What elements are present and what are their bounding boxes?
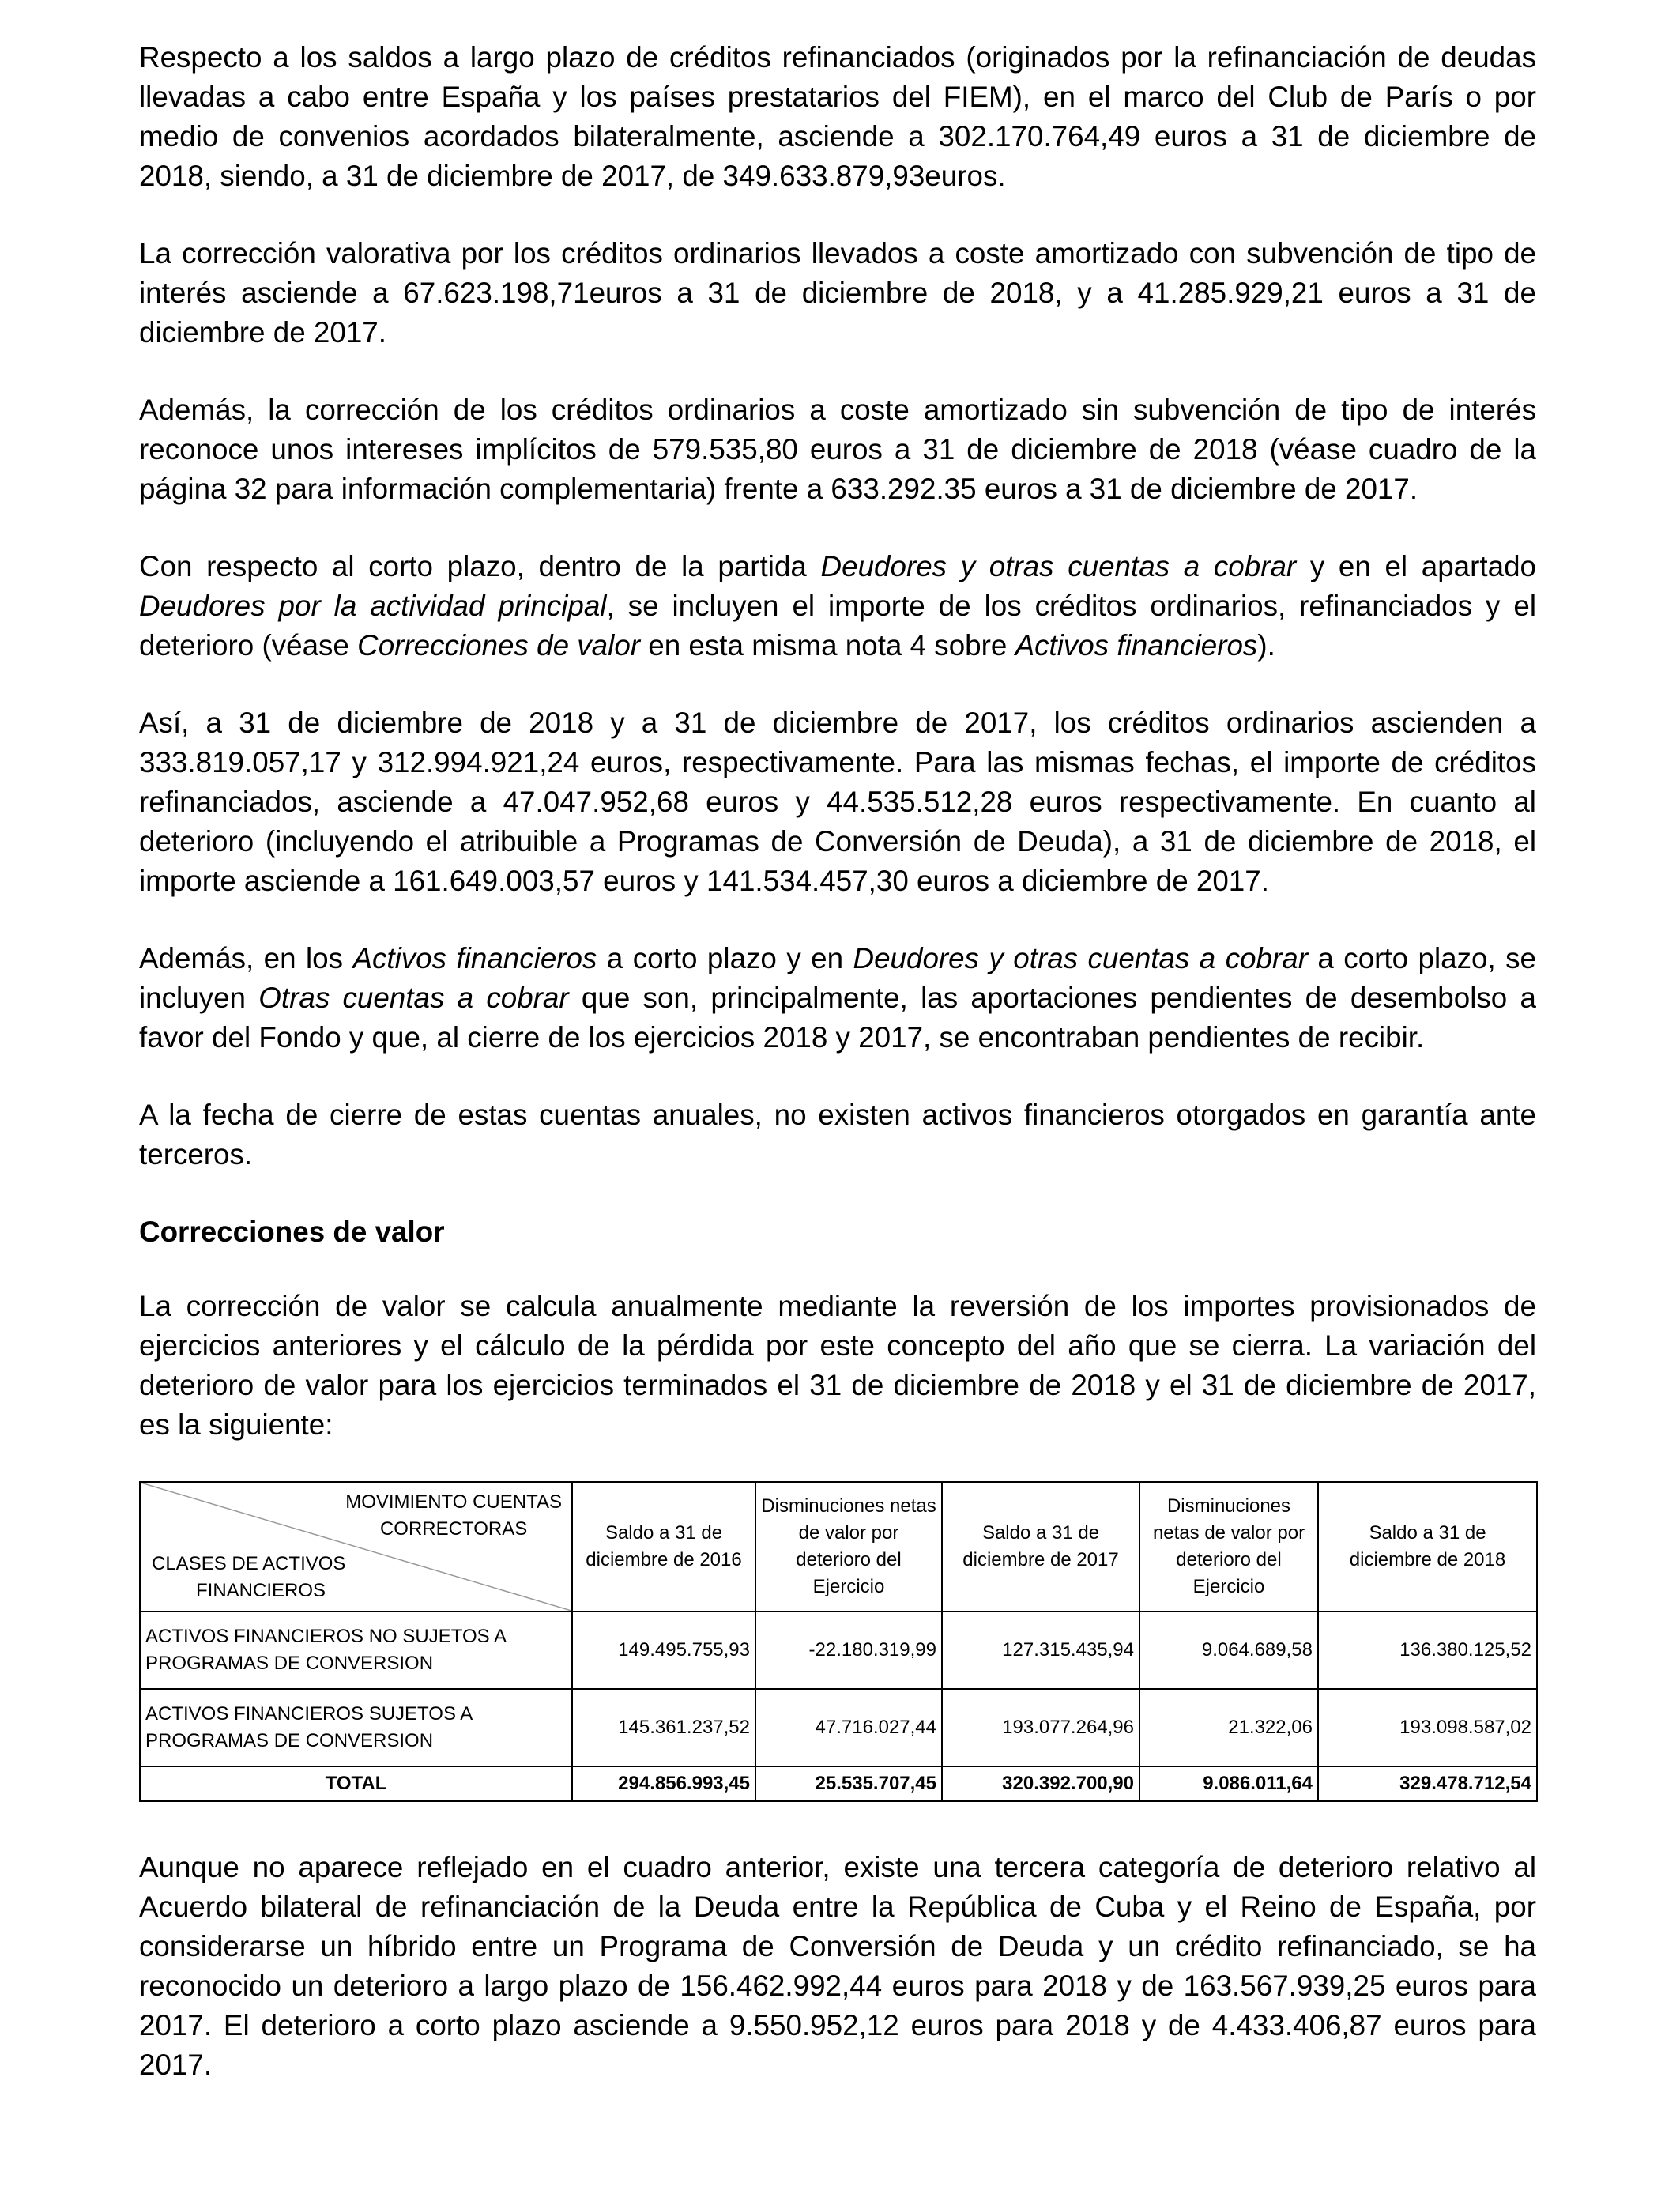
table-cell: 47.716.027,44 [755,1689,942,1766]
paragraph-text: que son, principalmente, las aportaciones pendientes de desembolso a favor del Fondo y que, al cierre de los ejercicios 2018 y 2017, se encontraban pendientes de recibir. [139,982,1536,1054]
header-line: Ejercicio [1192,1576,1265,1597]
italic-term: Deudores y otras cuentas a cobrar [820,550,1297,582]
header-line: Ejercicio [812,1576,885,1597]
paragraph-text: ). [1257,629,1275,662]
table-cell: 9.064.689,58 [1139,1612,1318,1689]
table-cell: 193.077.264,96 [942,1689,1139,1766]
paragraph-text: Así, a 31 de diciembre de 2018 y a 31 de diciembre de 2017, los créditos ordinarios ascienden a 333.819.057,17 y 312.994.921,24 euros, respectivamente. Para las mismas fechas, el importe de créditos refinanciados, asciende a 47.047.952,68 euros y 44.535.512,28 euros respectivamente. En cuanto al deterioro (incluyendo el atribuible a Programas de Conversión de Deuda), a 31 de diciembre de 2018, el importe asciende a 161.649.003,57 euros y 141.534.457,30 euros a diciembre de 2017. [139,707,1536,897]
total-cell: 9.086.011,64 [1139,1766,1318,1801]
header-line: netas de valor por [1152,1522,1305,1544]
paragraph-text: La corrección valorativa por los créditos ordinarios llevados a coste amortizado con subvención de tipo de interés asciende a 67.623.198,71euros a 31 de diciembre de 2018, y a 41.285.929,21 euros a 31 de diciembre de 2017. [139,237,1536,349]
table-cell: 193.098.587,02 [1318,1689,1537,1766]
body-paragraph [139,1095,1536,1174]
corner-top-line-1: MOVIMIENTO CUENTAS [345,1491,562,1513]
closing-paragraph: Aunque no aparece reflejado en el cuadro anterior, existe una tercera categoría de deterioro relativo al Acuerdo bilateral de refinanciación de la Deuda entre la República de Cuba y el Reino de España, por considerarse un híbrido entre un Programa de Conversión de Deuda y un crédito refinanciado, se ha reconocido un deterioro a largo plazo de 156.462.992,44 euros para 2018 y de 163.567.939,25 euros para 2017. El deterioro a corto plazo asciende a 9.550.952,12 euros para 2018 y de 4.433.406,87 euros para 2017. [139,1851,1536,2081]
total-cell: 329.478.712,54 [1318,1766,1537,1801]
corner-bottom-line-2: FINANCIEROS [196,1580,326,1601]
table-corner-cell [140,1482,572,1612]
header-line: Saldo a 31 de [1369,1522,1486,1544]
paragraph-text: a corto plazo y en [597,942,853,974]
paragraph-text: , se incluyen el importe de los créditos ordinarios, refinanciados y el deterioro (véase [139,590,1537,662]
italic-term: Deudores y otras cuentas a cobrar [853,942,1308,974]
body-paragraph [139,547,1536,665]
header-cell-balance-2016 [572,1482,755,1612]
header-cell-balance-2018 [1318,1482,1537,1612]
paragraph-text: A la fecha de cierre de estas cuentas anuales, no existen activos financieros otorgados en garantía ante terceros. [139,1099,1536,1171]
section-title: Correcciones de valor [139,1216,445,1248]
italic-term: Activos financieros [1015,629,1258,662]
body-paragraph [139,390,1536,509]
impairment-table-wrap [139,1481,1536,1802]
corner-bottom-line-1: CLASES DE ACTIVOS [152,1553,346,1574]
total-cell: 320.392.700,90 [942,1766,1139,1801]
table-cell: 149.495.755,93 [572,1612,755,1689]
table-cell: -22.180.319,99 [755,1612,942,1689]
row-label-line-1: ACTIVOS FINANCIEROS NO SUJETOS A [145,1626,507,1647]
header-line: diciembre de 2017 [962,1549,1119,1570]
header-line: deterioro del [796,1549,902,1570]
header-cell-decrease-2018 [1139,1482,1318,1612]
header-line: Disminuciones [1166,1495,1291,1517]
header-cell-balance-2017 [942,1482,1139,1612]
italic-term: Otras cuentas a cobrar [258,982,569,1014]
total-cell: 294.856.993,45 [572,1766,755,1801]
table-cell: 145.361.237,52 [572,1689,755,1766]
header-line: deterioro del [1176,1549,1282,1570]
paragraph-text: a corto plazo, se incluyen [139,942,1537,1014]
table-header-row [140,1482,1537,1612]
italic-term: Activos financieros [352,942,597,974]
intro-paragraphs [139,38,1536,1174]
corner-bottom-label [152,1551,345,1604]
table-row [140,1689,1537,1766]
row-label-line-2: PROGRAMAS DE CONVERSION [145,1730,434,1751]
body-paragraph [139,234,1536,352]
paragraph-text: Con respecto al corto plazo, dentro de la partida [139,550,821,582]
table-row [140,1612,1537,1689]
header-line: Saldo a 31 de [981,1522,1100,1544]
row-label [140,1612,572,1689]
row-label [140,1689,572,1766]
paragraph-text: en esta misma nota 4 sobre [640,629,1015,662]
header-line: diciembre de 2018 [1349,1549,1506,1570]
header-line: Saldo a 31 de [605,1522,723,1544]
table-cell: 21.322,06 [1139,1689,1318,1766]
table-total-row [140,1766,1537,1801]
row-label-line-1: ACTIVOS FINANCIEROS SUJETOS A [145,1703,473,1725]
header-line: de valor por [798,1522,899,1544]
total-label: TOTAL [140,1766,572,1801]
body-paragraph [139,939,1536,1057]
total-cell: 25.535.707,45 [755,1766,942,1801]
italic-term: Correcciones de valor [357,629,641,662]
table-cell: 127.315.435,94 [942,1612,1139,1689]
table-cell: 136.380.125,52 [1318,1612,1537,1689]
body-paragraph [139,38,1536,196]
paragraph-text: Respecto a los saldos a largo plazo de créditos refinanciados (originados por la refinanciación de deudas llevadas a cabo entre España y los países prestatarios del FIEM), en el marco del Club de París o por medio de convenios acordados bilateralmente, asciende a 302.170.764,49 euros a 31 de diciembre de 2018, siendo, a 31 de diciembre de 2017, de 349.633.879,93euros. [139,41,1536,192]
paragraph-text: Además, la corrección de los créditos ordinarios a coste amortizado sin subvención de tipo de interés reconoce unos intereses implícitos de 579.535,80 euros a 31 de diciembre de 2018 (véase cuadro de la página 32 para información complementaria) frente a 633.292.35 euros a 31 de diciembre de 2017. [139,394,1536,505]
italic-term: Deudores por la actividad principal [139,590,607,622]
corner-top-line-2: CORRECTORAS [379,1518,528,1540]
impairment-table [139,1481,1538,1802]
header-line: Disminuciones netas [761,1495,936,1517]
document-page [139,38,1536,2123]
section-intro: La corrección de valor se calcula anualmente mediante la reversión de los importes provisionados de ejercicios anteriores y el cálculo de la pérdida por este concepto del año que se cierra. La variación del deterioro de valor para los ejercicios terminados el 31 de diciembre de 2018 y el 31 de diciembre de 2017, es la siguiente: [139,1290,1536,1441]
header-cell-decrease-2017 [755,1482,942,1612]
row-label-line-2: PROGRAMAS DE CONVERSION [145,1653,434,1674]
body-paragraph [139,703,1536,901]
paragraph-text: Además, en los [139,942,353,974]
header-line: diciembre de 2016 [586,1549,742,1570]
paragraph-text: y en el apartado [1296,550,1536,582]
corner-top-label [345,1489,562,1543]
